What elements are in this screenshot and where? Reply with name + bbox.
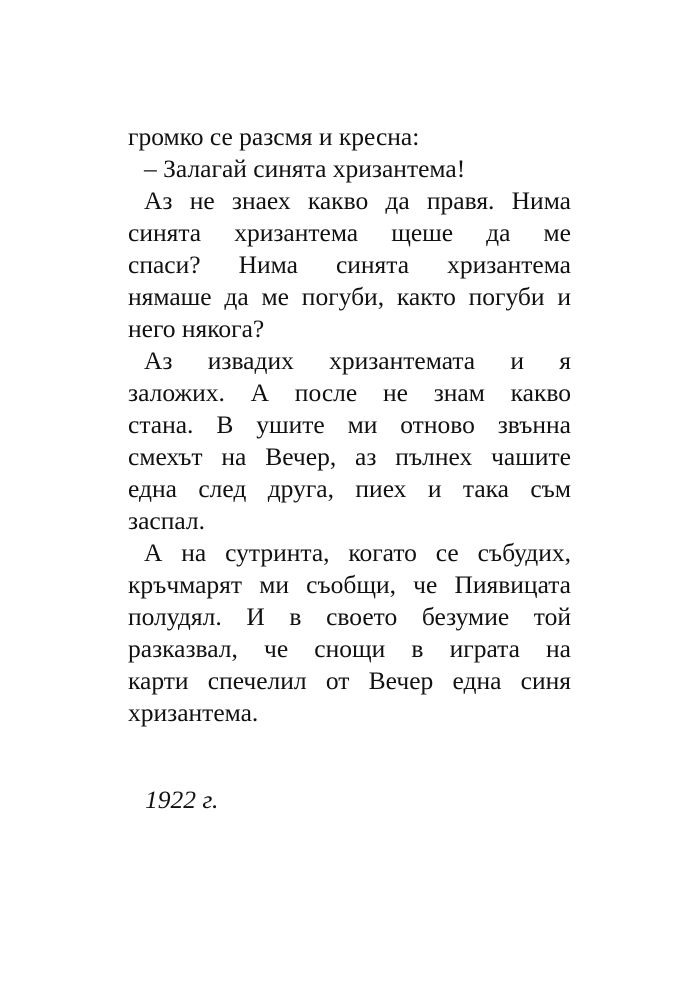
text-line: карти спечелил от Вечер една синя — [128, 666, 571, 695]
text-line: синята хризантема щеше да ме — [128, 218, 571, 247]
text-line: спаси? Нима синята хризантема — [128, 250, 571, 279]
text-line: кръчмарят ми съобщи, че Пиявицата — [128, 570, 571, 599]
body-text — [128, 121, 571, 729]
text-line: Аз не знаех какво да правя. Нима — [144, 186, 571, 215]
text-line: заспал. — [128, 506, 205, 535]
text-line: една след друга, пиех и така съм — [128, 474, 571, 503]
text-line: – Залагай синята хризантема! — [144, 154, 466, 183]
text-line: Аз извадих хризантемата и я — [144, 346, 571, 375]
text-line: разказвал, че снощи в играта на — [128, 634, 571, 663]
text-line: хризантема. — [128, 698, 259, 727]
text-line: нямаше да ме погуби, както погуби и — [128, 282, 571, 311]
text-line: громко се разсмя и кресна: — [128, 122, 420, 151]
text-line: заложих. А после не знам какво — [128, 378, 571, 407]
text-line: смехът на Вечер, аз пълнех чашите — [128, 442, 571, 471]
text-line: стана. В ушите ми отново звънна — [128, 410, 571, 439]
text-line: полудял. И в своето безумие той — [128, 602, 571, 631]
date-signature: 1922 г. — [145, 785, 219, 814]
text-line: А на сутринта, когато се събудих, — [144, 538, 571, 567]
text-line: него някога? — [128, 314, 265, 343]
